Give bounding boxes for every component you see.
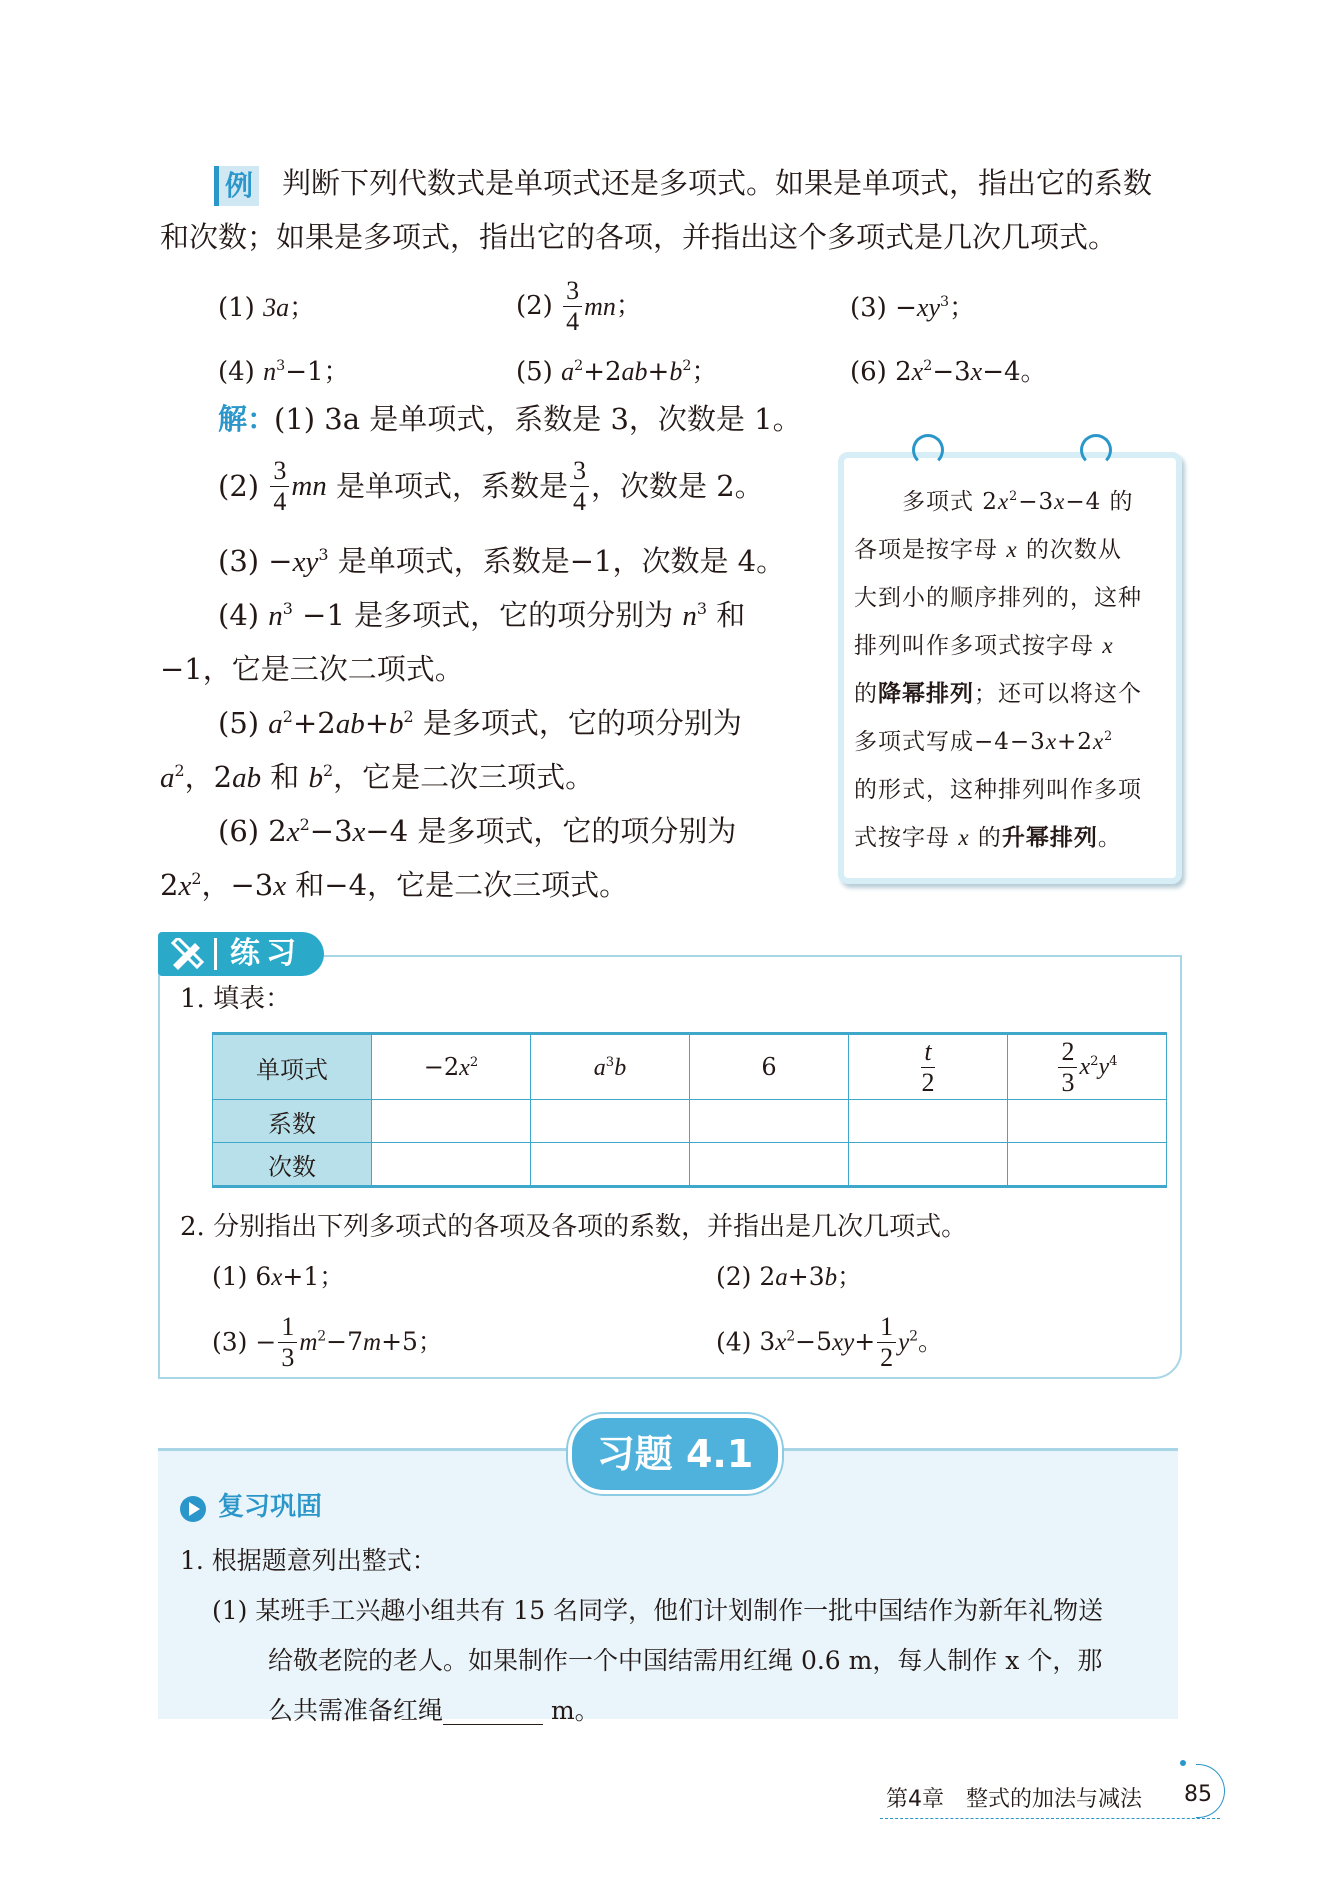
footer-chapter: 第4章 整式的加法与减法: [886, 1787, 1142, 1812]
practice-q2: 2. 分别指出下列多项式的各项及各项的系数，并指出是几次几项式。: [180, 1212, 968, 1242]
table-blank-cell[interactable]: [531, 1100, 690, 1143]
note-line: 多项式写成$-4-3x+2x^2$: [854, 728, 1114, 755]
note-card: [838, 452, 1182, 884]
table-blank-cell[interactable]: [531, 1143, 690, 1187]
solution-3: $(3) -xy^3$ 是单项式，系数是−1，次数是 4。: [218, 544, 786, 578]
example-item-3: $(3) -xy^3$；: [850, 293, 976, 323]
footer-arc: [1196, 1764, 1225, 1818]
table-header-coefficient: 系数: [213, 1100, 372, 1143]
practice-q2-item-4: (4) $3x^2-5xy+$ $\frac{1}{2}$ $y^2$。: [716, 1312, 944, 1372]
table-blank-cell[interactable]: [1008, 1143, 1167, 1187]
exercise-q1-1-line1: (1) 某班手工兴趣小组共有 15 名同学，他们计划制作一批中国结作为新年礼物送: [212, 1596, 1104, 1625]
note-line: 的降幂排列；还可以将这个: [854, 680, 1142, 707]
table-blank-cell[interactable]: [372, 1143, 531, 1187]
note-term-ascending: 升幂排列: [1001, 824, 1098, 851]
exercise-title: 习题 4.1: [568, 1414, 782, 1494]
practice-q2-item-1: (1) 6x+1；: [212, 1262, 345, 1291]
footer-dotted-line: [880, 1818, 1220, 1819]
solution-5: (5) $a^2+2ab+b^2$ 是多项式，它的项分别为: [218, 706, 742, 740]
note-line: 各项是按字母 x 的次数从: [854, 537, 1122, 563]
note-line: 排列叫作多项式按字母 x: [854, 633, 1114, 659]
table-blank-cell[interactable]: [849, 1100, 1008, 1143]
pencil-ruler-icon: [170, 938, 204, 970]
exercise-q1-1-line2: 给敬老院的老人。如果制作一个中国结需用红绳 0.6 m，每人制作 x 个，那: [268, 1646, 1103, 1675]
table-header-monomial: 单项式: [213, 1034, 372, 1100]
fill-table: [212, 1032, 1167, 1188]
example-item-4: (4) $n^3-1$；: [218, 357, 350, 387]
exercise-section-title: 复习巩固: [218, 1492, 323, 1522]
example-item-1: (1) 3a；: [218, 293, 316, 323]
exercise-q1: 1. 根据题意列出整式：: [180, 1546, 437, 1575]
table-cell: $\frac{2}{3}$ $x^2y^4$: [1008, 1034, 1167, 1100]
solution-4-line2: −1，它是三次二项式。: [160, 652, 464, 686]
exercise-q1-1-line3: 么共需准备红绳________ m。: [268, 1696, 600, 1725]
ring-icon: [1080, 434, 1112, 466]
play-icon: [180, 1496, 206, 1522]
solution-6-line2: $2x^2$，−3x 和−4，它是二次三项式。: [160, 868, 629, 902]
solution-5-line2: $a^2$，2ab 和 $b^2$，它是二次三项式。: [160, 760, 595, 794]
table-cell: $a^3b$: [531, 1034, 690, 1100]
solution-label: 解：: [218, 402, 277, 436]
example-item-6: (6) $2x^2-3x-4$。: [850, 357, 1047, 387]
table-blank-cell[interactable]: [1008, 1100, 1167, 1143]
note-line: 的形式，这种排列叫作多项: [854, 777, 1142, 803]
table-blank-cell[interactable]: [849, 1143, 1008, 1187]
table-blank-cell[interactable]: [690, 1100, 849, 1143]
example-text-line1: 判断下列代数式是单项式还是多项式。如果是单项式，指出它的系数: [282, 166, 1153, 200]
example-text-line2: 和次数；如果是多项式，指出它的各项，并指出这个多项式是几次几项式。: [160, 220, 1118, 254]
practice-tag: 练习: [158, 932, 324, 976]
example-item-2: (2) $\frac{3}{4}$ mn；: [516, 276, 642, 336]
ring-icon: [912, 434, 944, 466]
practice-q2-item-2: (2) 2a+3b；: [716, 1262, 863, 1291]
note-term-descending: 降幂排列: [878, 680, 974, 707]
note-line: 式按字母 x 的升幂排列。: [854, 824, 1122, 851]
solution-6: (6) $2x^2-3x-4$ 是多项式，它的项分别为: [218, 814, 737, 848]
table-header-degree: 次数: [213, 1143, 372, 1187]
practice-q2-item-3: (3) − $\frac{1}{3}$ $m^2-7m+5$；: [212, 1312, 443, 1372]
page-number: 85: [1184, 1782, 1212, 1807]
solution-1: (1) 3a 是单项式，系数是 3，次数是 1。: [274, 402, 802, 436]
note-line: 大到小的顺序排列的，这种: [854, 585, 1142, 611]
table-cell: $\frac{t}{2}$: [849, 1034, 1008, 1100]
example-badge: 例: [214, 166, 259, 206]
footer-dot: [1180, 1760, 1186, 1766]
solution-2: (2) $\frac{3}{4}$ mn 是单项式，系数是 $\frac{3}{4}$ ，次数是 2。: [218, 456, 764, 516]
table-cell: 6: [690, 1034, 849, 1100]
example-item-5: (5) $a^2+2ab+b^2$；: [516, 357, 718, 387]
table-cell: $-2x^2$: [372, 1034, 531, 1100]
note-line: 多项式 $2x^2-3x-4$ 的: [902, 488, 1134, 515]
table-blank-cell[interactable]: [690, 1143, 849, 1187]
solution-4: (4) $n^3 -1$ 是多项式，它的项分别为 $n^3$ 和: [218, 598, 746, 632]
table-blank-cell[interactable]: [372, 1100, 531, 1143]
practice-q1: 1. 填表：: [180, 984, 292, 1014]
